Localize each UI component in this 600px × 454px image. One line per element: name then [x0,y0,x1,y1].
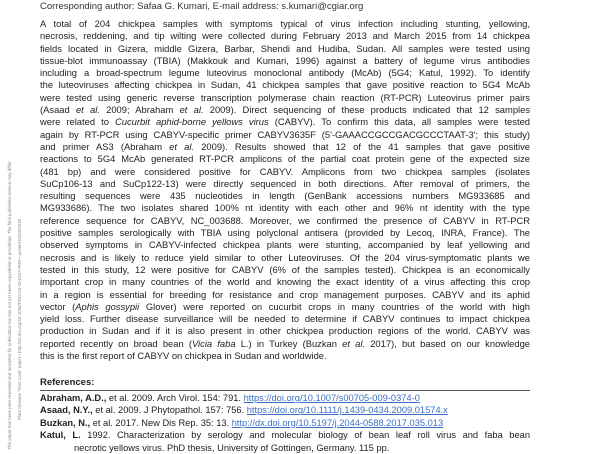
text-segment: 2009). Results showed that 12 of the 41 samples that gave positive [194,140,530,152]
reference-doi-link[interactable]: https://doi.org/10.1111/j.1439-0434.2009.01574.x [246,405,448,416]
text-segment: 2017), but based on our knowledge [365,337,531,349]
paragraph-line [40,104,530,116]
reference-author: Abraham, A.D., [40,393,107,403]
text-segment: including a broad-spectrum legume luteovirus monoclonal antibody (McAb) (5G4; Katul, 1992). To identify [40,67,530,79]
reference-doi-link[interactable]: http://dx.doi.org/10.5197/j.2044-0588.2017.035.013 [231,417,444,428]
italic-text: et al. [169,140,195,152]
paragraph-line [40,178,530,190]
paragraph-line [40,313,530,325]
italic-text: et al. [342,337,366,349]
reference-item [40,417,530,429]
paragraph-line [40,301,530,313]
paragraph-line [40,153,530,165]
reference-citation: et al. 2009. Arch Virol. 154: 791. [106,393,244,403]
paragraph-line [40,55,530,67]
side-notice [0,0,40,450]
paragraph-line [40,18,530,30]
paragraph-line [40,190,530,202]
first-look-notice: Plant Disease "First Look" paper • http://dx.doi.org/10.1094/PDIS-02-18-0347-PDN • posted 04/29/2018 [17,219,22,420]
text-segment: 2009). Direct sequencing of these products indicated that 12 samples [203,104,531,116]
text-segment: again by RT-PCR using CABYV-specific primer CABYV3635F (5'-GAAACCGCCGACGCCCTAAT-3'; this study) [40,128,530,140]
text-segment: in a region is essential for breeding for resistance and crop management purposes. CABYV and its aphid [40,288,530,300]
reference-continuation: necrotic yellows virus. PhD thesis, University of Gottingen, Germany. 115 pp. [74,442,390,453]
paragraph-line [40,116,530,128]
italic-text: et al. [75,104,100,116]
text-segment: important crop in many countries of the world and knowing the exact identity of a virus affecting this crop [40,276,530,288]
text-segment: observed symptoms in CABYV-infected chickpea plants were stunting, accompanied by leaf yellowing and [40,239,530,251]
text-segment: production in Sudan and if it is also present in other chickpea production regions of the world. CABYV was [40,325,530,337]
text-segment: reported recently on broad bean ( [40,337,192,349]
references-heading: References: [40,377,530,391]
reference-doi-link[interactable]: https://doi.org/10.1007/s00705-009-0374-0 [243,393,420,403]
text-segment: MG933686). The two isolates shared 100% nt identity with each other and 96% nt identity with the type [40,202,530,214]
paragraph-line [40,129,530,141]
text-segment: (Asaad [40,104,76,116]
paragraph-line [40,325,530,337]
text-segment: and primer AS3 (Abraham [40,140,170,152]
italic-text: Vicia faba [191,337,236,349]
paragraph-line [40,92,530,104]
reference-citation: et al. 2009. J Phytopathol. 157: 756. [92,405,247,416]
paragraph-line [40,166,530,178]
text-segment: this is the first report of CABYV on chickpea in Sudan and worldwide. [40,350,327,362]
text-segment: L.) in Turkey (Buzkan [235,337,343,349]
italic-text: et al. [179,104,204,116]
paragraph-line [40,30,530,42]
paragraph-line [40,79,530,91]
text-segment: Glover) were reported on cucurbit crops in many countries of the world with high [139,300,530,312]
paragraph-line [40,239,530,251]
text-segment: (481 bp) and were considered positive for CABYV. Amplicons from two chickpea samples (isolates [40,165,530,177]
reference-author: Asaad, N.Y., [40,405,93,416]
paragraph-line [40,276,530,288]
text-segment: vector ( [40,300,76,312]
reference-citation: 1992. Characterization by serology and molecular biology of bean leaf roll virus and faba bean [80,430,530,441]
text-segment: 2009; Abraham [99,104,180,116]
reference-item [40,404,530,416]
paragraph-line [40,252,530,264]
paragraph-line [40,202,530,214]
text-segment: were tested using generic reverse transcription polymerase chain reaction (RT-PCR) Luteovirus primer pairs [40,91,530,103]
paragraph-line [40,338,530,350]
paragraph-line [40,141,530,153]
paragraph-line [40,264,530,276]
text-segment: (CABYV). To confirm this data, all samples were tested [268,116,530,128]
paragraph-line [40,289,530,301]
reference-item [40,392,530,404]
italic-text: Cucurbit aphid-borne yellows virus [115,116,269,128]
text-segment: SuCp106-13 and SuCp122-13) were directly sequenced in both directions. After removal of primers, the [40,177,530,189]
text-segment: the luteoviruses affecting chickpea in Sudan, 41 chickpea samples that gave positive reaction to 5G4 McAb [40,79,530,91]
paragraph-line [40,43,530,55]
text-segment: yield loss. Further disease surveillance will be needed to determine if CABYV continues to impact chickpea [40,313,530,325]
reference-item [40,429,530,441]
paragraph-line [40,227,530,239]
peer-review-notice: This paper has been peer reviewed and accepted for publication but has not yet been copyedited or proofread. The final published version may differ [7,161,12,450]
text-segment: positive samples serologically with TBIA using polyclonal antisera (provided by Lecoq, INRA, France). The [40,227,530,239]
main-paragraph [40,18,530,362]
references-list [40,392,530,454]
text-segment: resulting sequences were 435 nucleotides in length (GenBank accessions numbers MG933685 and [40,190,530,202]
paragraph-line [40,67,530,79]
text-segment: were related to [40,116,116,128]
text-segment: fields located in Gizera, middle Gizera, Barbar, Shendi and Hudiba, Sudan. All samples were tested using [40,42,530,54]
corresponding-author: Corresponding author: Safaa G. Kumari, E-mail address: s.kumari@cgiar.org [40,1,364,12]
text-segment: A total of 204 chickpea samples with symptoms typical of virus infection including stunting, yellowing, [40,18,530,29]
italic-text: Aphis gossypii [75,300,140,312]
reference-author: Buzkan, N., [40,417,91,428]
text-segment: necrosis, reddening, and tip wilting were collected during February 2013 and March 2015 from 14 chickpea [40,30,530,42]
reference-author: Katul, L. [40,430,81,441]
paragraph-line [40,350,530,362]
text-segment: tissue-blot immunoassay (TBIA) (Makkouk and Kumari, 1996) against a battery of legume virus antibodies [40,54,530,66]
text-segment: reference sequence for CABYV, NC_003688. Moreover, we confirmed the presence of CABYV in RT-PCR [40,214,530,226]
text-segment: reactions to 5G4 McAb generated RT-PCR amplicons of the partial coat protein gene of the expected size [40,153,530,165]
text-segment: necrosis and is likely to reduce yield similar to other Luteoviruses. Of the 204 virus-symptomatic plants we [40,251,530,263]
reference-citation: et al. 2017. New Dis Rep. 35: 13. [90,417,232,428]
paragraph-line [40,215,530,227]
text-segment: tested in this study, 12 were positive for CABYV (6% of the samples tested). Chickpea is an economically [40,263,530,275]
